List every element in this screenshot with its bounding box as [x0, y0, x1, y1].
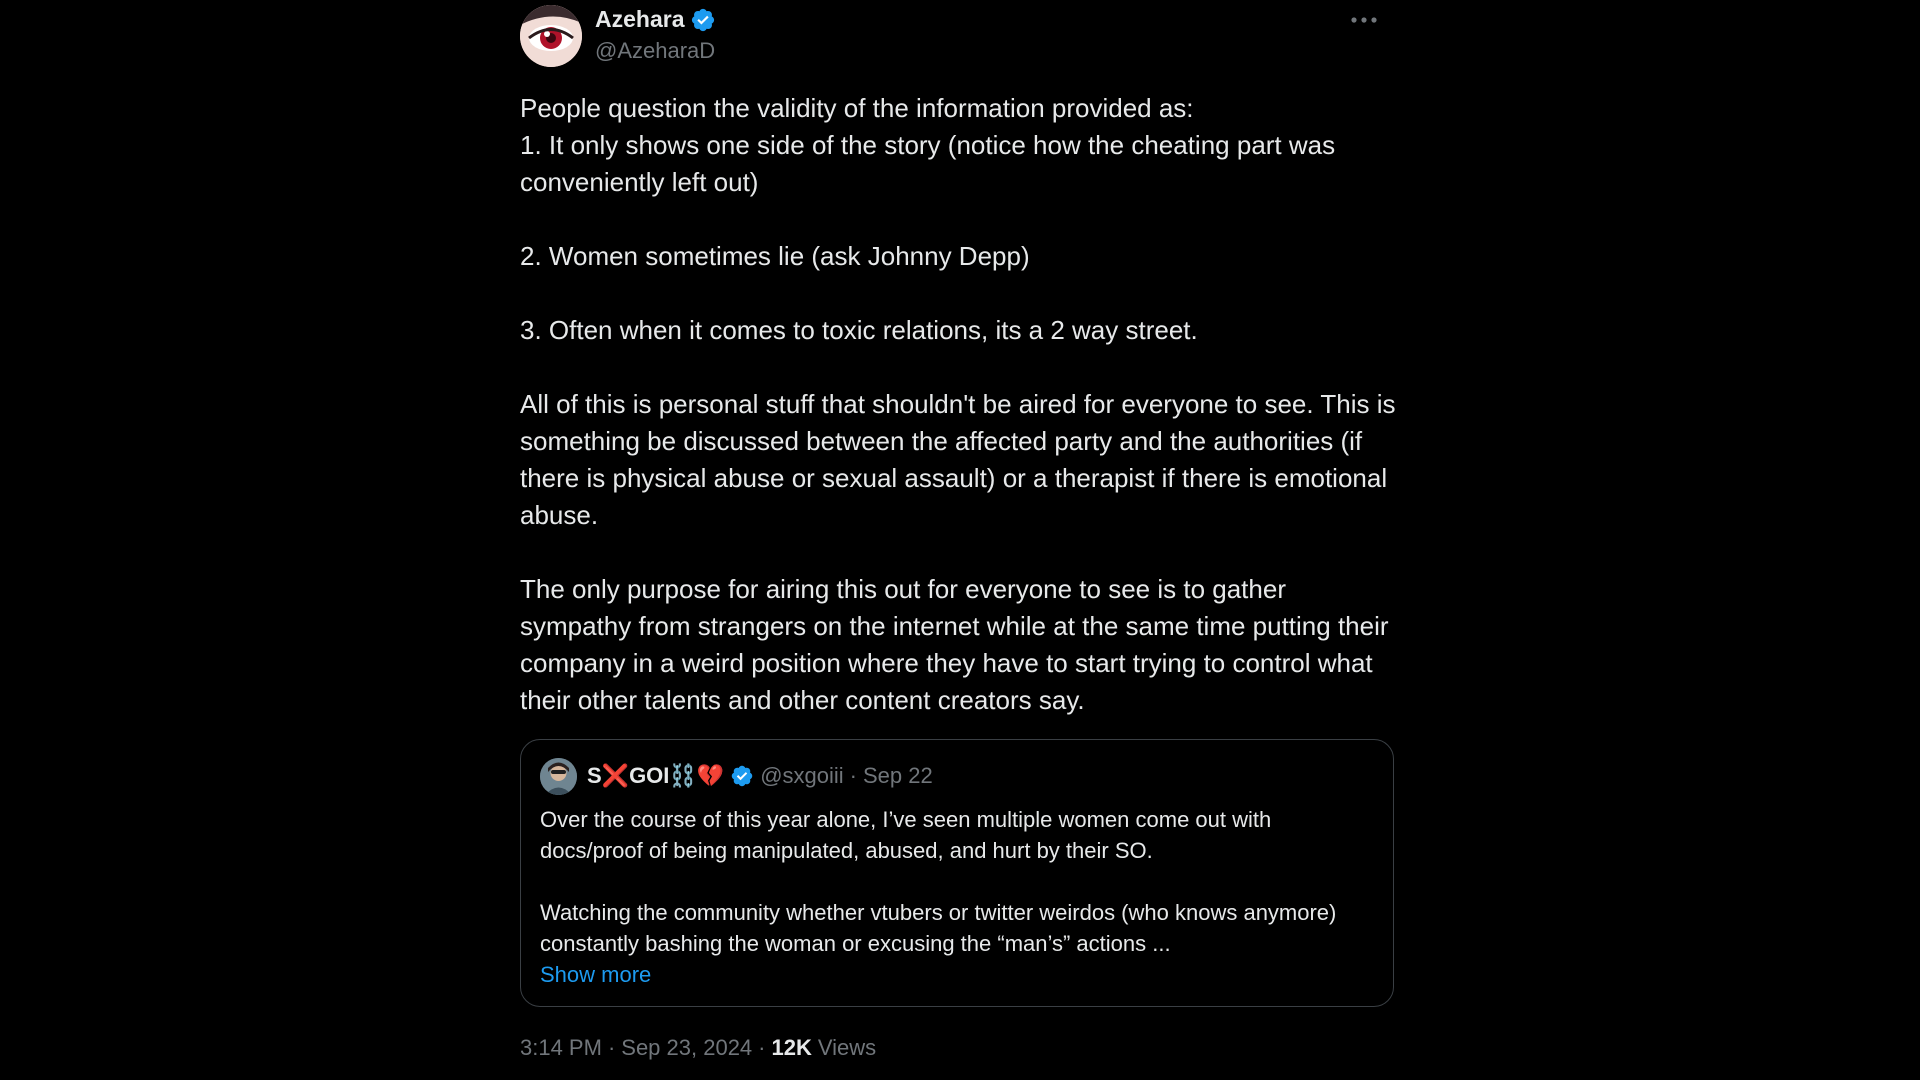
- tweet-meta: [520, 1035, 1396, 1061]
- views-label: Views: [817, 1035, 877, 1060]
- quoted-tweet-text: [540, 804, 1374, 959]
- avatar-eye-icon: [520, 5, 582, 67]
- quoted-author-display-name[interactable]: S❌GOI⛓️💔: [587, 763, 725, 788]
- separator-dot: ·: [849, 763, 857, 788]
- separator-dot: ·: [758, 1035, 766, 1060]
- tweet-time[interactable]: 3:14 PM: [520, 1035, 602, 1060]
- separator-dot: ·: [607, 1035, 616, 1060]
- tweet-paragraph: 3. Often when it comes to toxic relations, its a 2 way street.: [520, 315, 1198, 345]
- author-avatar[interactable]: [520, 5, 582, 67]
- tweet-paragraph: People question the validity of the information provided as:: [520, 93, 1194, 123]
- tweet-date[interactable]: Sep 23, 2024: [621, 1035, 753, 1060]
- verified-badge-icon: [690, 7, 716, 33]
- tweet: [520, 0, 1396, 1061]
- more-horizontal-icon: [1350, 16, 1378, 24]
- quoted-paragraph: Watching the community whether vtubers or twitter weirdos (who knows anymore) constantly bashing the woman or excusing the “man’s” actions ...: [540, 900, 1337, 956]
- author-display-name[interactable]: Azehara: [595, 6, 685, 32]
- verified-badge-icon: [730, 764, 754, 788]
- quoted-avatar-icon: [540, 758, 577, 795]
- tweet-paragraph: 1. It only shows one side of the story (notice how the cheating part was conveniently left out): [520, 130, 1336, 197]
- views-count[interactable]: 12K: [771, 1035, 812, 1060]
- more-options-button[interactable]: [1344, 2, 1384, 38]
- quoted-tweet[interactable]: [520, 739, 1394, 1007]
- author-handle[interactable]: @AzeharaD: [595, 38, 716, 63]
- tweet-paragraph: The only purpose for airing this out for everyone to see is to gather sympathy from strangers on the internet while at the same time putting their company in a weird position where they have to start trying to control what their other talents and other content creators say.: [520, 574, 1389, 715]
- tweet-paragraph: 2. Women sometimes lie (ask Johnny Depp): [520, 241, 1030, 271]
- quoted-tweet-header: [540, 756, 1374, 796]
- quoted-author-handle[interactable]: @sxgoiii: [760, 763, 844, 788]
- tweet-text: [520, 90, 1396, 719]
- show-more-link[interactable]: Show more: [540, 962, 652, 987]
- tweet-paragraph: All of this is personal stuff that shouldn't be aired for everyone to see. This is something be discussed between the affected party and the authorities (if there is physical abuse or sexual assault) or a therapist if there is emotional abuse.: [520, 389, 1396, 530]
- quoted-paragraph: Over the course of this year alone, I’ve seen multiple women come out with docs/proof of being manipulated, abused, and hurt by their SO.: [540, 807, 1272, 863]
- quoted-tweet-date[interactable]: Sep 22: [863, 763, 933, 788]
- quoted-author-avatar[interactable]: [540, 758, 577, 795]
- tweet-header: [520, 0, 1396, 72]
